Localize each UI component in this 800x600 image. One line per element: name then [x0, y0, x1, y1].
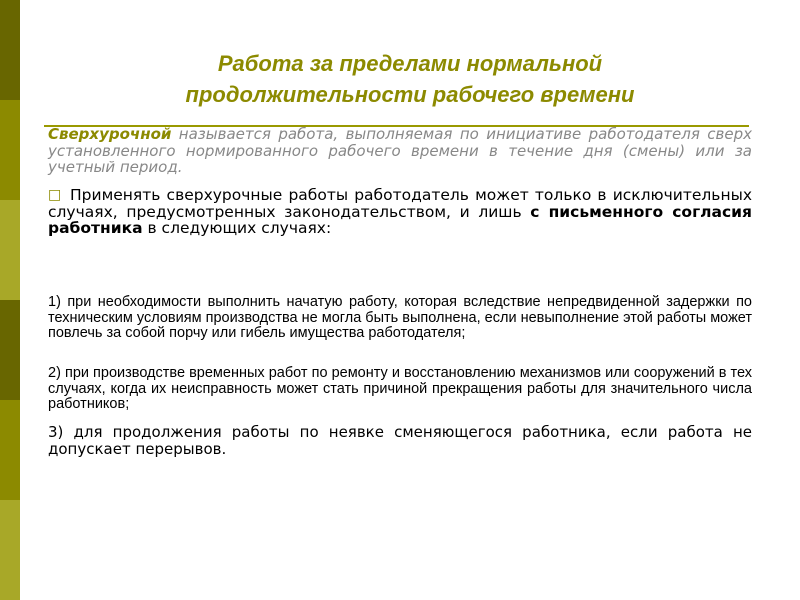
apply-paragraph	[48, 187, 752, 237]
slide-title-line-2: продолжительности рабочего времени	[185, 82, 635, 107]
side-bar-segment	[0, 300, 20, 400]
apply-text-after: в следующих случаях:	[142, 219, 332, 237]
list-item-2: 2) при производстве временных работ по ремонту и восстановлению механизмов или сооружений в тех случаях, когда их неисправность может стать причиной прекращения работы для значительного числа работников;	[48, 365, 752, 413]
definition-term: Сверхурочной	[48, 125, 172, 143]
square-bullet-icon: □	[48, 187, 62, 203]
slide-title	[60, 48, 760, 110]
side-bar-segment	[0, 500, 20, 600]
definition-paragraph	[48, 126, 752, 176]
slide-title-line-1: Работа за пределами нормальной	[217, 51, 603, 76]
side-bar-segment	[0, 0, 20, 100]
apply-bold-text: с письменного согласия работника	[48, 202, 752, 237]
side-bar-segment	[0, 400, 20, 500]
side-bar-segment	[0, 200, 20, 300]
side-bar-segment	[0, 100, 20, 200]
list-item-1: 1) при необходимости выполнить начатую работу, которая вследствие непредвиденной задержки по техническим условиям производства не могла быть выполнена, если невыполнение этой работы может повлечь за собой порчу или гибель имущества работодателя;	[48, 294, 752, 342]
list-item-3: 3) для продолжения работы по неявке сменяющегося работника, если работа не допускает перерывов.	[48, 423, 752, 458]
definition-text: называется работа, выполняемая по инициативе работодателя сверх установленного нормированного рабочего времени в течение дня (смены) или за учетный период.	[48, 125, 752, 176]
side-decoration-bar	[0, 0, 20, 600]
apply-text-before: Применять сверхурочные работы работодатель может только в исключительных случаях, предусмотренных законодательством, и лишь	[48, 186, 752, 221]
